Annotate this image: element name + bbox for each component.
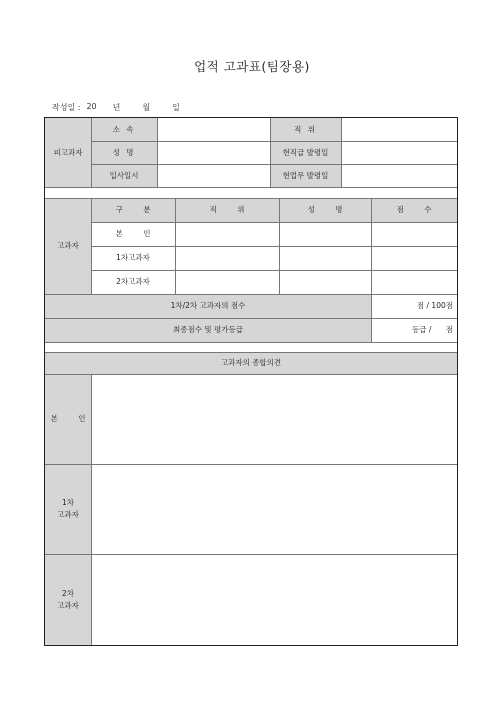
ratee-label-duty-date: 현업무 발령일 xyxy=(270,164,341,187)
opinion-first-field[interactable] xyxy=(91,464,457,554)
grade-row-label: 최종점수 및 평가등급 xyxy=(45,318,371,342)
opinion-header: 고과자의 종합의견 xyxy=(45,352,457,374)
raters-header-position: 직 위 xyxy=(175,198,279,222)
grid-line xyxy=(91,118,92,187)
grid-line xyxy=(371,198,372,342)
grid-line xyxy=(157,118,158,187)
rater-row-first: 1차고과자 xyxy=(116,253,150,262)
grid-line xyxy=(91,198,92,294)
grid-line xyxy=(45,342,457,343)
grid-line xyxy=(91,270,457,271)
grid-line xyxy=(45,554,457,555)
grid-line xyxy=(45,464,457,465)
opinion-self-field[interactable] xyxy=(91,374,457,464)
opinion-second-field[interactable] xyxy=(91,554,457,645)
grid-line xyxy=(91,222,457,223)
grid-line xyxy=(45,374,457,375)
raters-header-score: 점 수 xyxy=(371,198,457,222)
grade-row-value[interactable]: 등급 / 점 xyxy=(412,325,453,334)
grid-line xyxy=(270,118,271,187)
grid-line xyxy=(45,187,457,188)
date-month-unit: 월 xyxy=(142,103,151,112)
document-title: 업적 고과표(팀장용) xyxy=(194,59,310,74)
score-row-value[interactable]: 점 / 100점 xyxy=(416,301,453,310)
ratee-label-affiliation: 소 속 xyxy=(91,118,157,141)
grid-line xyxy=(45,198,457,199)
ratee-label-position: 직 위 xyxy=(270,118,341,141)
opinion-label-first: 1차 고과자 xyxy=(45,464,91,554)
grid-line xyxy=(91,246,457,247)
grid-line xyxy=(45,294,457,295)
ratee-value-join-date[interactable] xyxy=(157,164,270,187)
raters-header-category: 구 분 xyxy=(91,198,175,222)
rater-row-second: 2차고과자 xyxy=(116,277,150,286)
grid-line xyxy=(91,141,457,142)
grid-line xyxy=(45,352,457,353)
raters-header-name: 성 명 xyxy=(279,198,371,222)
ratee-value-grade-date[interactable] xyxy=(341,141,457,164)
grid-line xyxy=(175,198,176,294)
ratee-label-join-date: 입사일시 xyxy=(91,164,157,187)
ratee-value-position[interactable] xyxy=(341,118,457,141)
date-year-unit: 년 xyxy=(112,103,121,112)
opinion-label-second: 2차 고과자 xyxy=(45,554,91,645)
score-row-label: 1차/2차 고과자의 점수 xyxy=(45,294,371,318)
opinion-label-self: 본 인 xyxy=(45,374,91,464)
grid-line xyxy=(91,374,92,645)
grid-line xyxy=(341,118,342,187)
ratee-section-label: 피고과자 xyxy=(45,118,91,187)
grid-line xyxy=(45,318,457,319)
appraisal-form xyxy=(44,117,458,646)
date-line xyxy=(52,102,180,113)
ratee-value-affiliation[interactable] xyxy=(157,118,270,141)
ratee-label-grade-date: 현직급 발령일 xyxy=(270,141,341,164)
date-label: 작성일 : xyxy=(52,103,81,112)
ratee-value-duty-date[interactable] xyxy=(341,164,457,187)
date-year-prefix: 20 xyxy=(86,102,97,111)
grid-line xyxy=(91,164,457,165)
ratee-value-name[interactable] xyxy=(157,141,270,164)
rater-row-self: 본 인 xyxy=(115,229,151,238)
grid-line xyxy=(279,198,280,294)
raters-section-label: 고과자 xyxy=(45,198,91,294)
date-day-unit: 일 xyxy=(172,103,180,112)
ratee-label-name: 성 명 xyxy=(91,141,157,164)
